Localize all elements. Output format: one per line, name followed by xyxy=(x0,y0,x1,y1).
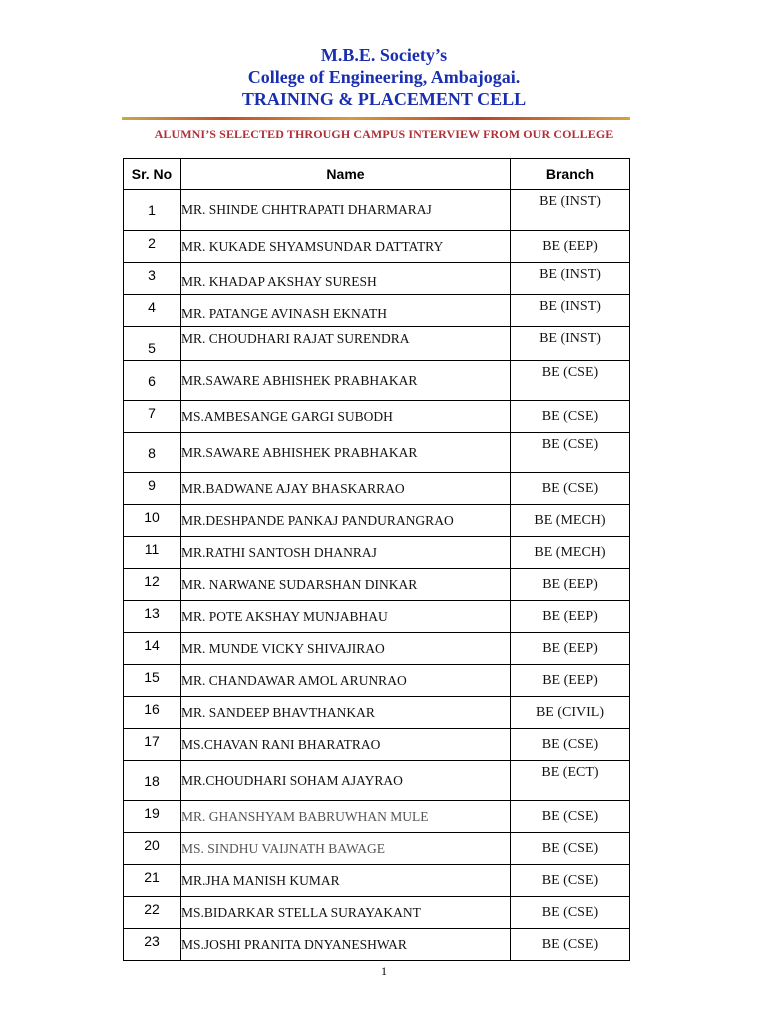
branch-cell: BE (CSE) xyxy=(511,433,630,473)
branch-cell: BE (CSE) xyxy=(511,729,630,761)
column-header-sr-no: Sr. No xyxy=(124,159,181,190)
page-number: 1 xyxy=(381,964,387,978)
branch-cell: BE (INST) xyxy=(511,295,630,327)
name-cell: MR.DESHPANDE PANKAJ PANDURANGRAO xyxy=(181,505,511,537)
document-subtitle: ALUMNI’S SELECTED THROUGH CAMPUS INTERVIEW FROM OUR COLLEGE xyxy=(154,127,614,141)
sr-no-cell: 11 xyxy=(124,537,181,569)
name-cell: MR. NARWANE SUDARSHAN DINKAR xyxy=(181,569,511,601)
branch-cell: BE (CSE) xyxy=(511,929,630,961)
sr-no-cell: 19 xyxy=(124,801,181,833)
name-cell: MS.CHAVAN RANI BHARATRAO xyxy=(181,729,511,761)
sr-no-cell: 18 xyxy=(124,761,181,801)
sr-no-cell: 10 xyxy=(124,505,181,537)
sr-no-cell: 15 xyxy=(124,665,181,697)
name-cell: MR.CHOUDHARI SOHAM AJAYRAO xyxy=(181,761,511,801)
sr-no-cell: 21 xyxy=(124,865,181,897)
name-cell: MR. POTE AKSHAY MUNJABHAU xyxy=(181,601,511,633)
branch-cell: BE (MECH) xyxy=(511,537,630,569)
branch-cell: BE (EEP) xyxy=(511,569,630,601)
sr-no-cell: 3 xyxy=(124,263,181,295)
document-header xyxy=(0,44,768,110)
table-row xyxy=(124,361,630,401)
table-row xyxy=(124,190,630,231)
name-cell: MR.JHA MANISH KUMAR xyxy=(181,865,511,897)
sr-no-cell: 23 xyxy=(124,929,181,961)
name-cell: MR. KUKADE SHYAMSUNDAR DATTATRY xyxy=(181,231,511,263)
name-cell: MS.BIDARKAR STELLA SURAYAKANT xyxy=(181,897,511,929)
table-row xyxy=(124,537,630,569)
branch-cell: BE (EEP) xyxy=(511,231,630,263)
sr-no-cell: 4 xyxy=(124,295,181,327)
branch-cell: BE (INST) xyxy=(511,263,630,295)
table-row xyxy=(124,761,630,801)
table-row xyxy=(124,473,630,505)
table-row xyxy=(124,569,630,601)
name-cell: MS.AMBESANGE GARGI SUBODH xyxy=(181,401,511,433)
name-cell: MR. KHADAP AKSHAY SURESH xyxy=(181,263,511,295)
table-row xyxy=(124,263,630,295)
branch-cell: BE (MECH) xyxy=(511,505,630,537)
table-row xyxy=(124,729,630,761)
name-cell: MR. SANDEEP BHAVTHANKAR xyxy=(181,697,511,729)
name-cell: MR. CHANDAWAR AMOL ARUNRAO xyxy=(181,665,511,697)
branch-cell: BE (CSE) xyxy=(511,801,630,833)
header-divider xyxy=(122,117,630,120)
sr-no-cell: 9 xyxy=(124,473,181,505)
name-cell: MR. SHINDE CHHTRAPATI DHARMARAJ xyxy=(181,190,511,231)
branch-cell: BE (CSE) xyxy=(511,361,630,401)
sr-no-cell: 16 xyxy=(124,697,181,729)
name-cell: MS.JOSHI PRANITA DNYANESHWAR xyxy=(181,929,511,961)
name-cell: MR. MUNDE VICKY SHIVAJIRAO xyxy=(181,633,511,665)
name-cell: MR. GHANSHYAM BABRUWHAN MULE xyxy=(181,801,511,833)
column-header-name: Name xyxy=(181,159,511,190)
name-cell: MR.RATHI SANTOSH DHANRAJ xyxy=(181,537,511,569)
name-cell: MR. CHOUDHARI RAJAT SURENDRA xyxy=(181,327,511,361)
table-row xyxy=(124,327,630,361)
name-cell: MR. PATANGE AVINASH EKNATH xyxy=(181,295,511,327)
alumni-table xyxy=(123,158,630,961)
table-row xyxy=(124,665,630,697)
sr-no-cell: 7 xyxy=(124,401,181,433)
table-row xyxy=(124,231,630,263)
branch-cell: BE (EEP) xyxy=(511,665,630,697)
table-row xyxy=(124,865,630,897)
name-cell: MS. SINDHU VAIJNATH BAWAGE xyxy=(181,833,511,865)
sr-no-cell: 22 xyxy=(124,897,181,929)
table-row xyxy=(124,833,630,865)
sr-no-cell: 1 xyxy=(124,190,181,231)
sr-no-cell: 5 xyxy=(124,327,181,361)
branch-cell: BE (CSE) xyxy=(511,865,630,897)
branch-cell: BE (CSE) xyxy=(511,897,630,929)
branch-cell: BE (EEP) xyxy=(511,633,630,665)
name-cell: MR.SAWARE ABHISHEK PRABHAKAR xyxy=(181,361,511,401)
sr-no-cell: 17 xyxy=(124,729,181,761)
column-header-branch: Branch xyxy=(511,159,630,190)
society-name: M.B.E. Society’s xyxy=(320,45,448,65)
branch-cell: BE (ECT) xyxy=(511,761,630,801)
sr-no-cell: 8 xyxy=(124,433,181,473)
sr-no-cell: 6 xyxy=(124,361,181,401)
branch-cell: BE (CIVIL) xyxy=(511,697,630,729)
table-row xyxy=(124,295,630,327)
branch-cell: BE (CSE) xyxy=(511,473,630,505)
branch-cell: BE (INST) xyxy=(511,327,630,361)
table-row xyxy=(124,929,630,961)
table-row xyxy=(124,633,630,665)
branch-cell: BE (CSE) xyxy=(511,833,630,865)
cell-name: TRAINING & PLACEMENT CELL xyxy=(241,89,527,109)
name-cell: MR.BADWANE AJAY BHASKARRAO xyxy=(181,473,511,505)
table-row xyxy=(124,801,630,833)
table-row xyxy=(124,433,630,473)
table-row xyxy=(124,505,630,537)
sr-no-cell: 12 xyxy=(124,569,181,601)
college-name: College of Engineering, Ambajogai. xyxy=(247,67,521,87)
table-row xyxy=(124,601,630,633)
sr-no-cell: 20 xyxy=(124,833,181,865)
table-row xyxy=(124,401,630,433)
branch-cell: BE (CSE) xyxy=(511,401,630,433)
sr-no-cell: 2 xyxy=(124,231,181,263)
sr-no-cell: 13 xyxy=(124,601,181,633)
branch-cell: BE (INST) xyxy=(511,190,630,231)
table-row xyxy=(124,697,630,729)
table-header-row xyxy=(124,159,630,190)
table-row xyxy=(124,897,630,929)
name-cell: MR.SAWARE ABHISHEK PRABHAKAR xyxy=(181,433,511,473)
branch-cell: BE (EEP) xyxy=(511,601,630,633)
sr-no-cell: 14 xyxy=(124,633,181,665)
